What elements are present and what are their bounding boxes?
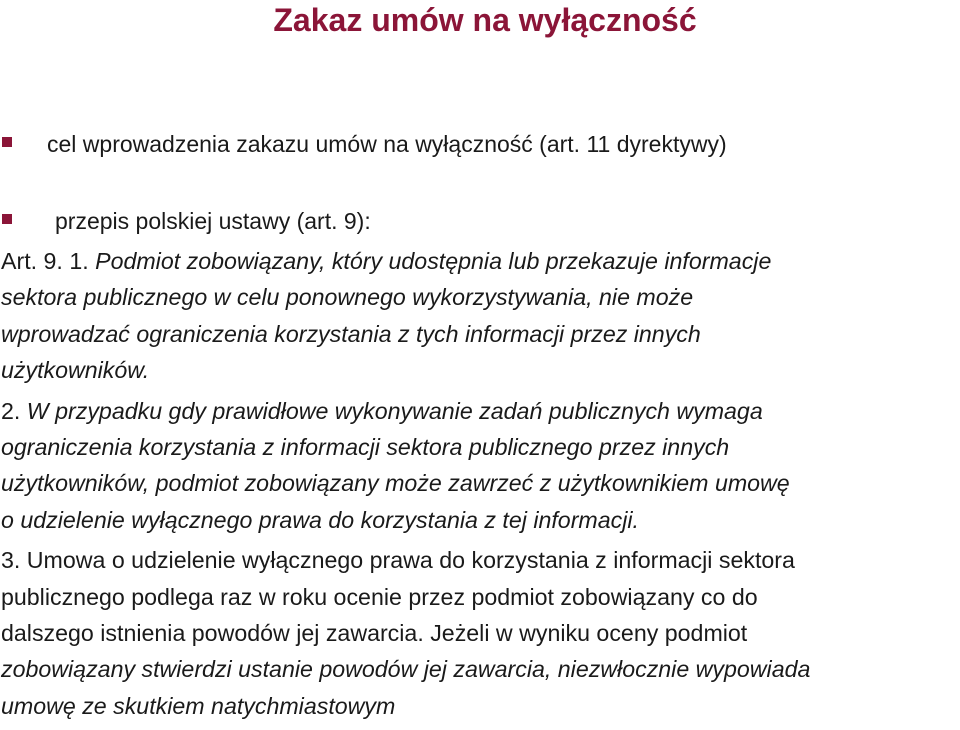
paragraph-text: W przypadku gdy prawidłowe wykonywanie zadań publicznych wymaga bbox=[26, 397, 763, 424]
text-line: użytkowników. bbox=[1, 357, 150, 384]
text-line: sektora publicznego w celu ponownego wykorzystywania, nie może bbox=[1, 284, 694, 311]
paragraph-number: 1. bbox=[69, 248, 89, 274]
paragraph-text: Podmiot zobowiązany, który udostępnia lub przekazuje informacje bbox=[95, 248, 772, 274]
text-line: ograniczenia korzystania z informacji sektora publicznego przez innych bbox=[1, 434, 730, 461]
paragraph-number: 3. bbox=[1, 547, 21, 574]
text-line bbox=[1, 243, 959, 279]
text-line bbox=[1, 542, 959, 578]
square-bullet-icon bbox=[2, 137, 12, 147]
text-line: publicznego podlega raz w roku ocenie przez podmiot zobowiązany co do bbox=[1, 583, 758, 610]
text-line: zobowiązany stwierdzi ustanie powodów jej zawarcia, niezwłocznie wypowiada bbox=[1, 656, 811, 683]
square-bullet-icon bbox=[2, 214, 12, 224]
article-ref: Art. 9. bbox=[1, 248, 63, 274]
text-line: o udzielenie wyłącznego prawa do korzystania z tej informacji. bbox=[1, 506, 639, 533]
text-line: użytkowników, podmiot zobowiązany może zawrzeć z użytkownikiem umowę bbox=[1, 470, 790, 497]
slide-title: Zakaz umów na wyłączność bbox=[273, 2, 697, 38]
paragraph-text: Umowa o udzielenie wyłącznego prawa do korzystania z informacji sektora bbox=[26, 547, 795, 574]
text-line bbox=[1, 393, 959, 429]
text-line: umowę ze skutkiem natychmiastowym bbox=[1, 692, 396, 719]
bullet-text: przepis polskiej ustawy (art. 9): bbox=[55, 208, 371, 234]
text-line: wprowadzać ograniczenia korzystania z tych informacji przez innych bbox=[1, 320, 701, 347]
paragraph-number: 2. bbox=[1, 397, 21, 424]
article-text bbox=[1, 243, 959, 724]
bullet-text: cel wprowadzenia zakazu umów na wyłączność (art. 11 dyrektywy) bbox=[47, 131, 727, 157]
text-line: dalszego istnienia powodów jej zawarcia. Jeżeli w wyniku oceny podmiot bbox=[1, 620, 748, 647]
